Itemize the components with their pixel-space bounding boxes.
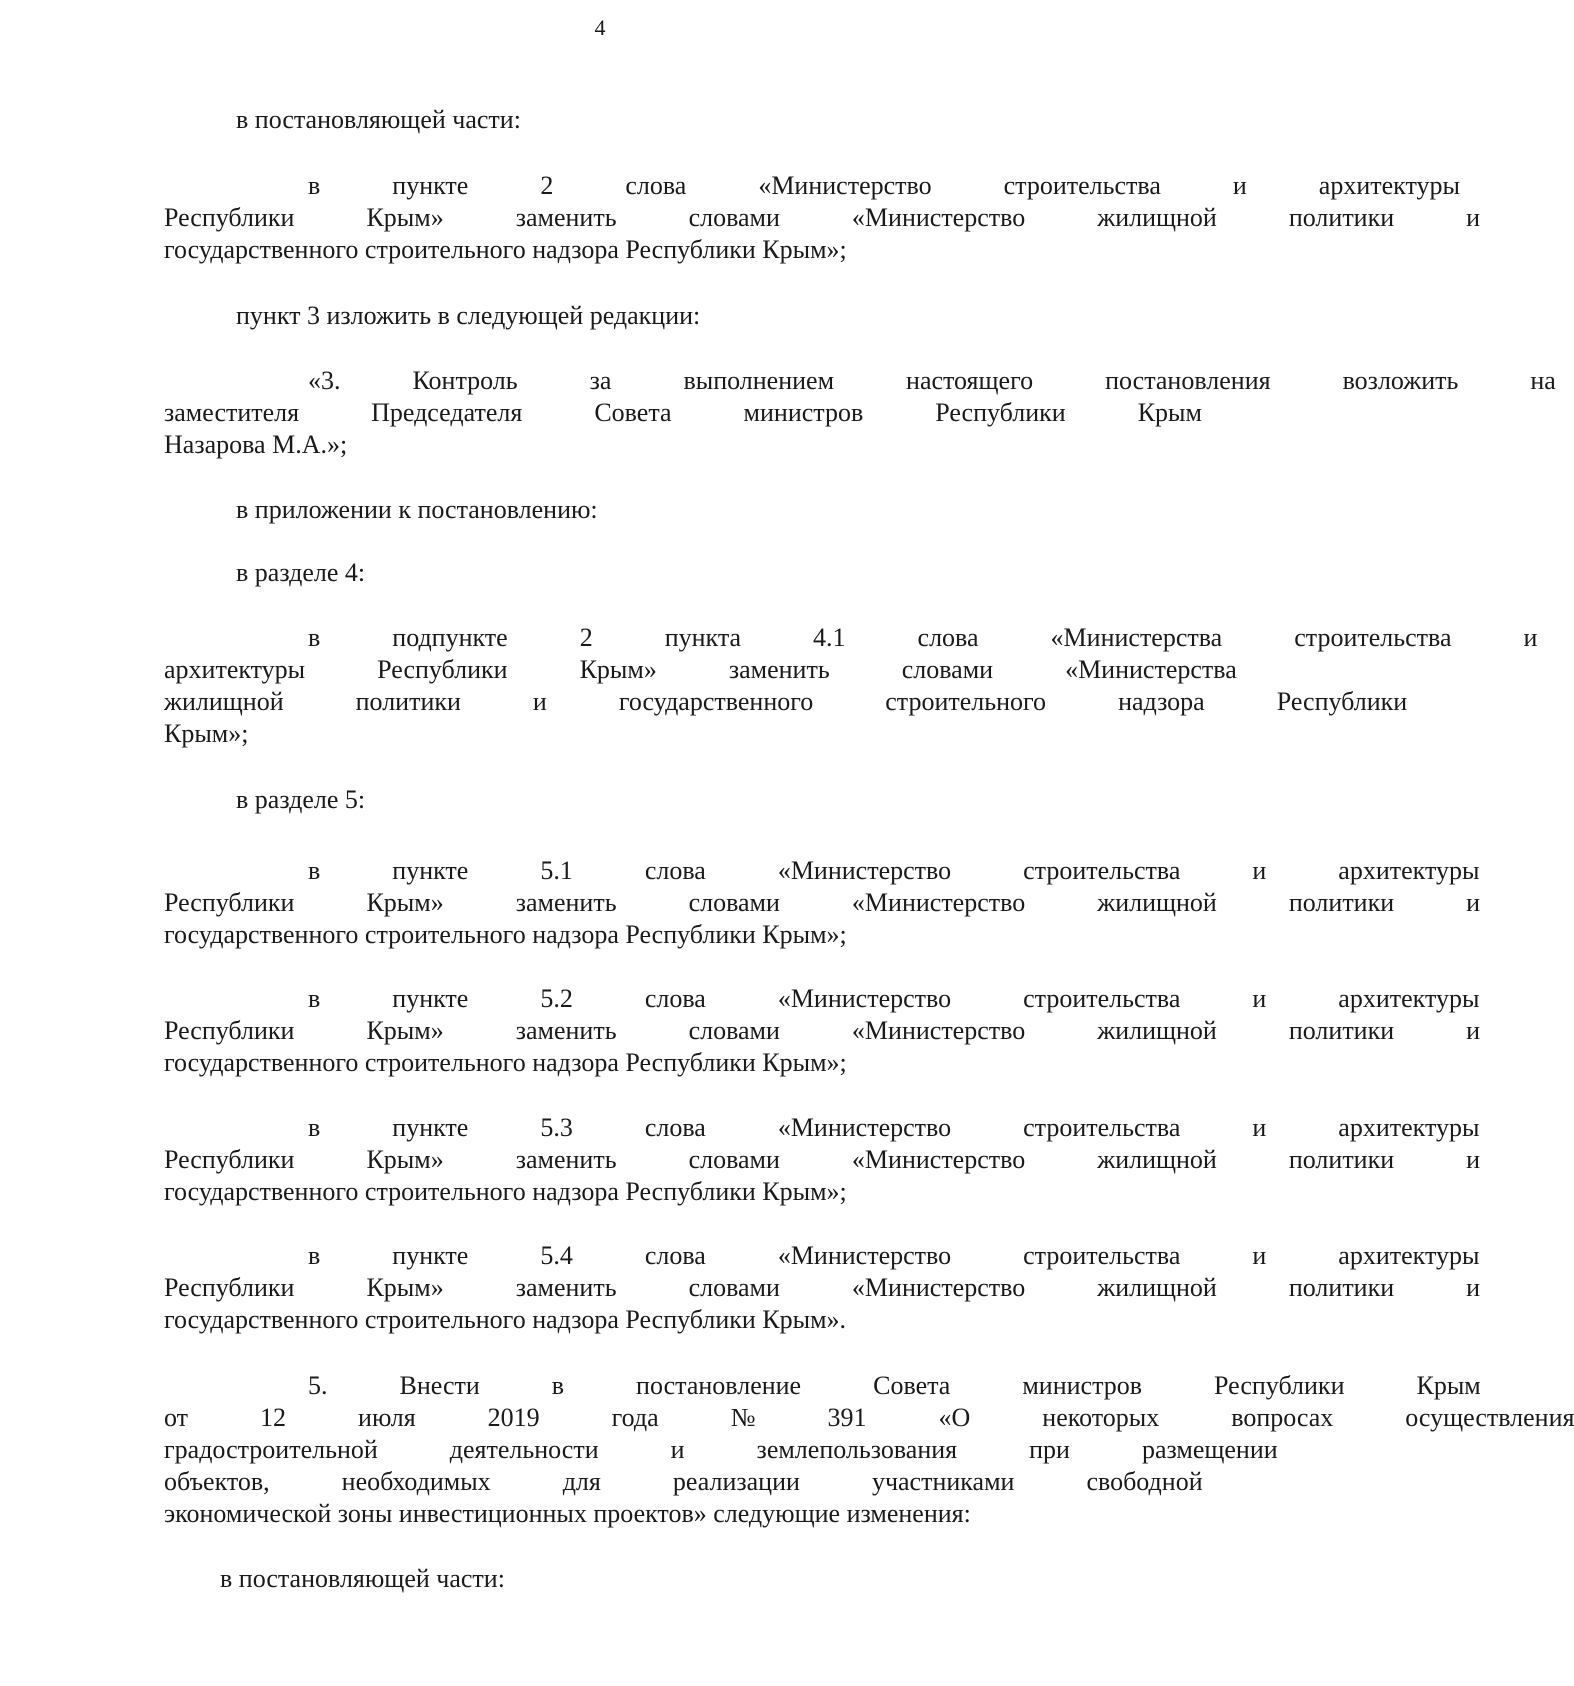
text-line: 5. Внести в постановление Совета министров Республики Крым xyxy=(308,1371,1481,1400)
text-line: государственного строительного надзора Республики Крым». xyxy=(164,1305,847,1334)
text-line: Республики Крым» заменить словами «Министерство жилищной политики и xyxy=(164,1016,1481,1045)
paragraph-item-5-2 xyxy=(164,983,1481,1079)
text-line: государственного строительного надзора Республики Крым»; xyxy=(164,1177,847,1206)
text-line: в пункте 5.2 слова «Министерство строительства и архитектуры xyxy=(308,984,1480,1013)
text-line: Республики Крым» заменить словами «Министерство жилищной политики и xyxy=(164,1273,1481,1302)
text-line: Крым»; xyxy=(164,719,249,748)
text-line: государственного строительного надзора Республики Крым»; xyxy=(164,235,847,264)
text-line: объектов, необходимых для реализации участниками свободной xyxy=(164,1467,1203,1496)
text-line: Республики Крым» заменить словами «Министерство жилищной политики и xyxy=(164,1145,1481,1174)
paragraph-item-3-intro: пункт 3 изложить в следующей редакции: xyxy=(236,301,701,330)
text-line: в пункте 5.3 слова «Министерство строительства и архитектуры xyxy=(308,1113,1480,1142)
paragraph-item-2 xyxy=(164,170,1481,266)
paragraph-subitem-4-1 xyxy=(164,622,1538,750)
text-line: «3. Контроль за выполнением настоящего постановления возложить на xyxy=(308,366,1556,395)
text-line: государственного строительного надзора Республики Крым»; xyxy=(164,920,847,949)
text-line: экономической зоны инвестиционных проектов» следующие изменения: xyxy=(164,1499,971,1528)
text-line: государственного строительного надзора Республики Крым»; xyxy=(164,1048,847,1077)
paragraph-section-4: в разделе 4: xyxy=(236,558,366,587)
paragraph-item-5-4 xyxy=(164,1240,1481,1336)
paragraph-operative-part: в постановляющей части: xyxy=(236,105,521,134)
paragraph-section-5: в разделе 5: xyxy=(236,785,366,814)
paragraph-appendix: в приложении к постановлению: xyxy=(236,495,598,524)
text-line: архитектуры Республики Крым» заменить словами «Министерства xyxy=(164,655,1237,684)
text-line: градостроительной деятельности и землепользования при размещении xyxy=(164,1435,1278,1464)
paragraph-item-3-text xyxy=(164,365,1556,461)
text-line: от 12 июля 2019 года № 391 «О некоторых вопросах осуществления xyxy=(164,1403,1574,1432)
text-line: в пункте 5.4 слова «Министерство строительства и архитектуры xyxy=(308,1241,1480,1270)
paragraph-item-5-3 xyxy=(164,1112,1481,1208)
page-number: 4 xyxy=(594,15,606,40)
text-line: Республики Крым» заменить словами «Министерство жилищной политики и xyxy=(164,203,1481,232)
text-line: в подпункте 2 пункта 4.1 слова «Министерства строительства и xyxy=(308,623,1538,652)
paragraph-operative-part-2: в постановляющей части: xyxy=(220,1564,505,1593)
paragraph-item-5-1 xyxy=(164,855,1481,951)
text-line: в пункте 2 слова «Министерство строительства и архитектуры xyxy=(308,171,1460,200)
text-line: Назарова М.А.»; xyxy=(164,430,348,459)
paragraph-section-5-amendment xyxy=(164,1370,1574,1530)
text-line: заместителя Председателя Совета министров Республики Крым xyxy=(164,398,1202,427)
text-line: жилищной политики и государственного строительного надзора Республики xyxy=(164,687,1408,716)
text-line: в пункте 5.1 слова «Министерство строительства и архитектуры xyxy=(308,856,1480,885)
text-line: Республики Крым» заменить словами «Министерство жилищной политики и xyxy=(164,888,1481,917)
